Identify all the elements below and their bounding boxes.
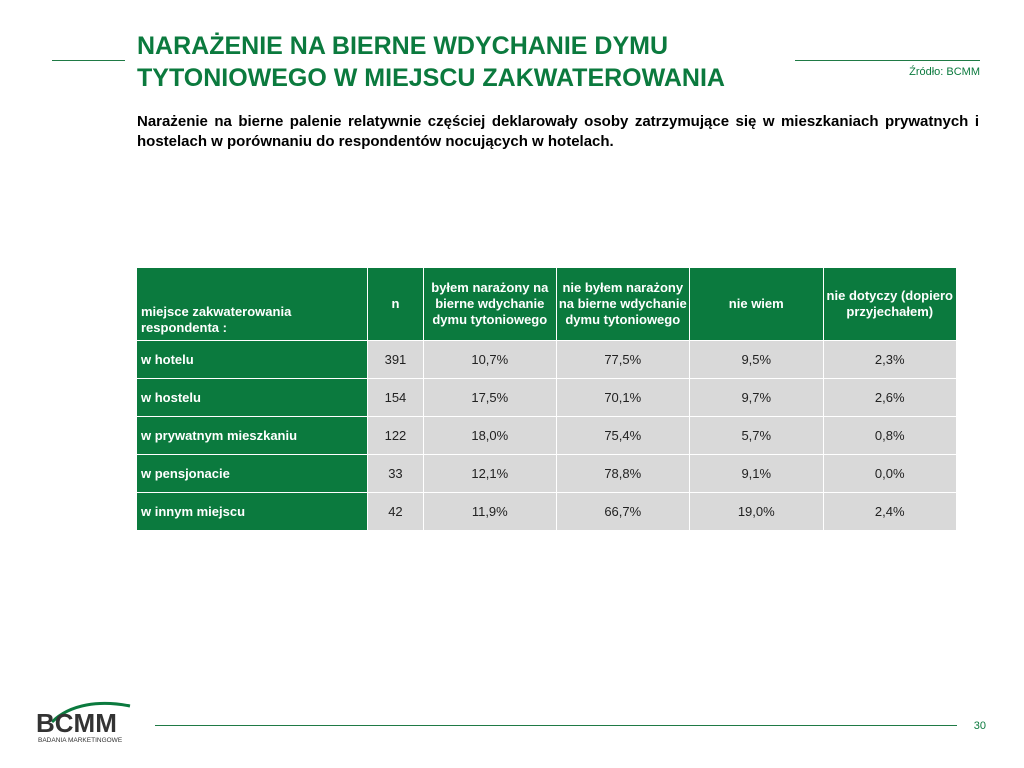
row-dont-know: 19,0% [690,493,822,530]
table-row [137,379,956,416]
row-n: 42 [368,493,423,530]
bcmm-logo [30,700,140,748]
row-n: 33 [368,455,423,492]
row-place: w innym miejscu [137,493,367,530]
row-place: w pensjonacie [137,455,367,492]
row-exposed: 10,7% [424,341,555,378]
header-exposed: byłem narażony na bierne wdychanie dymu tytoniowego [424,268,555,340]
row-not-applicable: 2,3% [824,341,957,378]
row-dont-know: 9,1% [690,455,822,492]
row-exposed: 18,0% [424,417,555,454]
header-rule-right [795,60,980,61]
header-n: n [368,268,423,340]
row-place: w hotelu [137,341,367,378]
row-not-applicable: 0,0% [824,455,957,492]
header-rule-left [52,60,125,61]
row-place: w prywatnym mieszkaniu [137,417,367,454]
row-not-exposed: 70,1% [557,379,689,416]
source-label: Źródło: BCMM [909,66,980,78]
row-n: 154 [368,379,423,416]
row-dont-know: 9,7% [690,379,822,416]
row-exposed: 12,1% [424,455,555,492]
row-not-exposed: 66,7% [557,493,689,530]
row-not-exposed: 77,5% [557,341,689,378]
row-dont-know: 5,7% [690,417,822,454]
footer-rule [155,725,957,726]
table-row [137,417,956,454]
row-not-applicable: 2,4% [824,493,957,530]
logo-name: BCMM [36,708,117,738]
page-title: NARAŻENIE NA BIERNE WDYCHANIE DYMU TYTONIOWEGO W MIEJSCU ZAKWATEROWANIA [137,32,725,92]
header-dont-know: nie wiem [690,268,822,340]
header-place: miejsce zakwaterowania respondenta : [137,268,367,340]
page-number: 30 [973,720,986,732]
results-table [136,267,957,531]
logo-tagline: BADANIA MARKETINGOWE [38,737,123,744]
row-place: w hostelu [137,379,367,416]
row-not-exposed: 75,4% [557,417,689,454]
row-dont-know: 9,5% [690,341,822,378]
table-header-row [137,268,956,340]
table-row [137,455,956,492]
table-row [137,341,956,378]
header-not-applicable: nie dotyczy (dopiero przyjechałem) [824,268,957,340]
row-exposed: 11,9% [424,493,555,530]
row-n: 122 [368,417,423,454]
row-not-applicable: 2,6% [824,379,957,416]
row-exposed: 17,5% [424,379,555,416]
row-n: 391 [368,341,423,378]
table-row [137,493,956,530]
row-not-exposed: 78,8% [557,455,689,492]
row-not-applicable: 0,8% [824,417,957,454]
lead-paragraph: Narażenie na bierne palenie relatywnie częściej deklarowały osoby zatrzymujące się w mieszkaniach prywatnych i hostelach w porównaniu do respondentów nocujących w hotelach. [137,113,979,150]
header-not-exposed: nie byłem narażony na bierne wdychanie dymu tytoniowego [557,268,689,340]
